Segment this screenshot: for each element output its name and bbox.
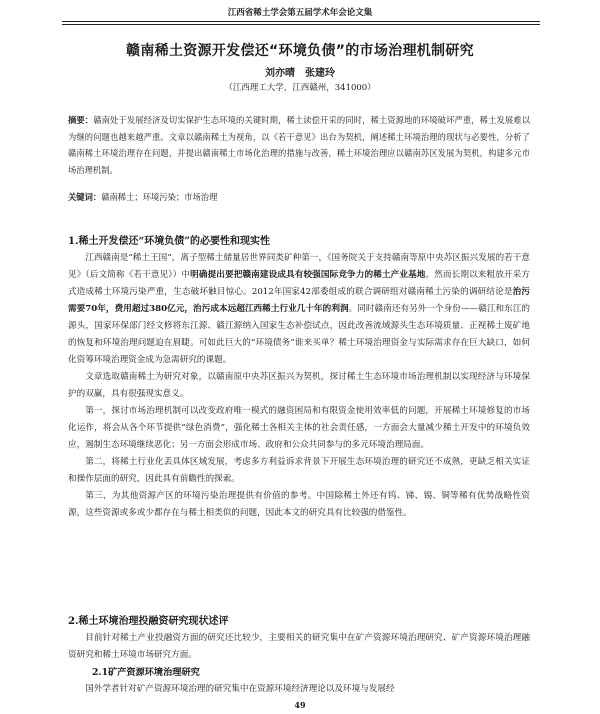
paper-title: 赣南稀土资源开发偿还“环境负债”的市场治理机制研究 [126, 43, 474, 59]
running-header: 江西省稀土学会第五届学术年会论文集 [227, 8, 373, 18]
keywords-label: 关键词： [68, 192, 102, 202]
section-2-body [68, 630, 530, 664]
section-1-body [68, 250, 530, 522]
abstract [68, 112, 530, 178]
s1p1-emphasis-1: 明确提出要把赣南建设成具有较强国际竞争力的稀土产业基地 [190, 270, 426, 280]
abstract-text: 赣南处于发展经济及切实保护生态环境的关键时期，稀土读偿开采的同时，稀土资源地的环境破坏严重，稀土发展难以为继的问题也越来越严重。文章以赣南稀土为视角，以《若干意见》出台为契机，阐述稀土环境治理的现状与必要性，分析了赣南稀土环境治理存在问题，并提出赣南稀土市场化治理的措施与改善，稀土环境治理应以赣南苏区发展为契机，构建多元市场治理机制。 [68, 115, 530, 175]
subsection-2-1-body [68, 681, 530, 698]
keywords-text: 赣南稀土；环境污染；市场治理 [101, 192, 218, 202]
s1p1-part-a: 江西赣南是“稀土王国”，离子型稀土储量居世界同类矿种第一，《国务院关于支持赣南等原中央苏区振兴发展的若干意见》（后文简称《若干意见》）中 [68, 253, 530, 280]
page-number: 49 [294, 700, 306, 710]
header-rule-thin [62, 24, 540, 25]
section-1-paragraph-3: 第一，探讨市场治理机制可以改变政府唯一模式的融资困局和有限资金使用效率低的问题，开展稀土环境修复的市场化运作，将会从各个环节提供“绿色消费”，强化稀土各相关主体的社会责任感，一方面会大量减少稀土开发中的环境负效应，遏制生态环境继续恶化；另一方面会形成市场、政府和公众共同参与的多元环境治理局面。 [68, 406, 530, 450]
s1p1-part-b: 。然而长期以来粗放开采方式造成稀土环境污染严重，生态破坏触目惊心。2012年国家42部委组成的联合调研组对赣南稀土污染的调研结论是 [68, 270, 530, 297]
section-1-paragraph-4: 第二，将稀土行业化丢具体区域发展，考虑多方利益诉求背景下开展生态环境治理的研究还不成熟，更缺乏相关实证和操作层面的研究，因此具有前瞻性的探索。 [68, 457, 530, 484]
section-1-paragraph-2: 文章选取赣南稀土为研究对象，以赣南原中央苏区振兴为契机，探讨稀土生态环境市场治理机制以实现经济与环境保护的双赢，具有很强现实意义。 [68, 372, 530, 399]
subsection-2-1-heading: 2.1矿产资源环境治理研究 [92, 667, 200, 678]
header-rule [62, 21, 540, 22]
subsection-2-1-paragraph-1: 国外学者针对矿产资源环境治理的研究集中在资源环境经济理论以及环境与发展经 [85, 684, 395, 694]
section-1-paragraph-1 [68, 250, 530, 369]
section-2-heading: 2.稀土环境治理投融资研究现状述评 [68, 616, 229, 627]
s1p1-emphasis-2: 治污需要70年，费用超过380亿元，治污成本远超江西稀土行业几十年的利润 [68, 287, 530, 314]
section-1-paragraph-5: 第三，为其他资源产区的环境污染治理提供有价值的参考。中国除稀土外还有钨、锑、锡、铜等稀有优势战略性资源，这些资源或多或少都存在与稀土相类似的问题，因此本文的研究具有比较强的借鉴性。 [68, 491, 530, 518]
paper-authors: 刘亦晴 张建玲 [265, 68, 335, 79]
abstract-label: 摘要： [68, 115, 94, 125]
keywords [68, 189, 530, 206]
paper-affiliation: （江西理工大学，江西赣州，341000） [224, 83, 376, 93]
s1p1-part-c: 。同时赣南还有另外一个身份——赣江和东江的源头，国家环保部门经文修将东江源、赣江源纳入国家生态补偿试点，因此改善流域源头生态环境质量、正视稀土废矿地的恢复和环境治理问题迫在眉睫。可如此巨大的“环境债务”谁来买单？稀土环境治理资金与实际需求存在巨大缺口，如何化资筹环境治理资金成为急需研究的课题。 [68, 304, 530, 365]
section-2-paragraph-1: 目前针对稀土产业投融资方面的研究还比较少，主要相关的研究集中在矿产资源环境治理研究、矿产资源环境治理融资研究和稀土环境市场研究方面。 [68, 633, 530, 660]
section-1-heading: 1.稀土开发偿还“环境负债”的必要性和现实性 [68, 236, 270, 247]
